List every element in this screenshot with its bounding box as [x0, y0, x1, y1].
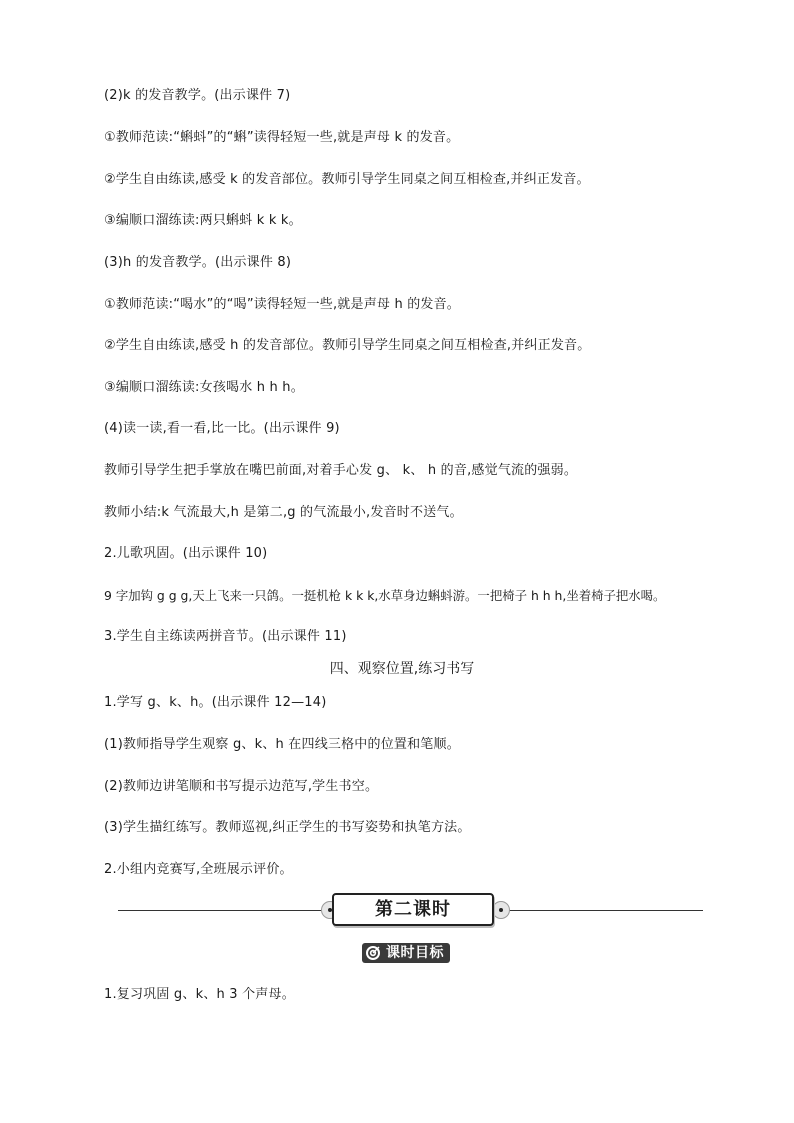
target-icon	[365, 945, 381, 961]
paragraph: (2)k 的发音教学。(出示课件 7)	[104, 88, 291, 103]
paragraph: (3)h 的发音教学。(出示课件 8)	[104, 255, 292, 270]
paragraph: (3)学生描红练写。教师巡视,纠正学生的书写姿势和执笔方法。	[104, 820, 471, 835]
paragraph: ②学生自由练读,感受 h 的发音部位。教师引导学生同桌之间互相检查,并纠正发音。	[104, 338, 591, 353]
paragraph: (1)教师指导学生观察 g、k、h 在四线三格中的位置和笔顺。	[104, 737, 460, 752]
banner-rule-right	[507, 910, 703, 911]
paragraph: ②学生自由练读,感受 k 的发音部位。教师引导学生同桌之间互相检查,并纠正发音。	[104, 172, 590, 187]
section-heading: 四、观察位置,练习书写	[329, 661, 475, 677]
paragraph: (2)教师边讲笔顺和书写提示边范写,学生书空。	[104, 779, 379, 794]
paragraph: (4)读一读,看一看,比一比。(出示课件 9)	[104, 421, 340, 436]
lesson-banner-title: 第二课时	[332, 893, 494, 926]
paragraph: ③编顺口溜练读:两只蝌蚪 k k k。	[104, 213, 302, 228]
banner-cap-right-icon	[492, 901, 510, 919]
paragraph: 9 字加钩 g g g,天上飞来一只鸽。一挺机枪 k k k,水草身边蝌蚪游。一把椅子 h h h,坐着椅子把水喝。	[104, 588, 666, 603]
paragraph: 2.小组内竞赛写,全班展示评价。	[104, 862, 293, 877]
paragraph: 3.学生自主练读两拼音节。(出示课件 11)	[104, 629, 347, 644]
banner-rule-left	[118, 910, 325, 911]
paragraph: 1.复习巩固 g、k、h 3 个声母。	[104, 987, 295, 1002]
objective-badge	[362, 943, 450, 963]
paragraph: 2.儿歌巩固。(出示课件 10)	[104, 546, 268, 561]
paragraph: 教师小结:k 气流最大,h 是第二,g 的气流最小,发音时不送气。	[104, 505, 463, 520]
paragraph: 教师引导学生把手掌放在嘴巴前面,对着手心发 g、 k、 h 的音,感觉气流的强弱。	[104, 463, 578, 478]
paragraph: ①教师范读:“蝌蚪”的“蝌”读得轻短一些,就是声母 k 的发音。	[104, 130, 460, 145]
paragraph: ①教师范读:“喝水”的“喝”读得轻短一些,就是声母 h 的发音。	[104, 297, 461, 312]
paragraph: 1.学写 g、k、h。(出示课件 12—14)	[104, 695, 327, 710]
paragraph: ③编顺口溜练读:女孩喝水 h h h。	[104, 380, 304, 395]
objective-badge-label: 课时目标	[386, 945, 444, 961]
